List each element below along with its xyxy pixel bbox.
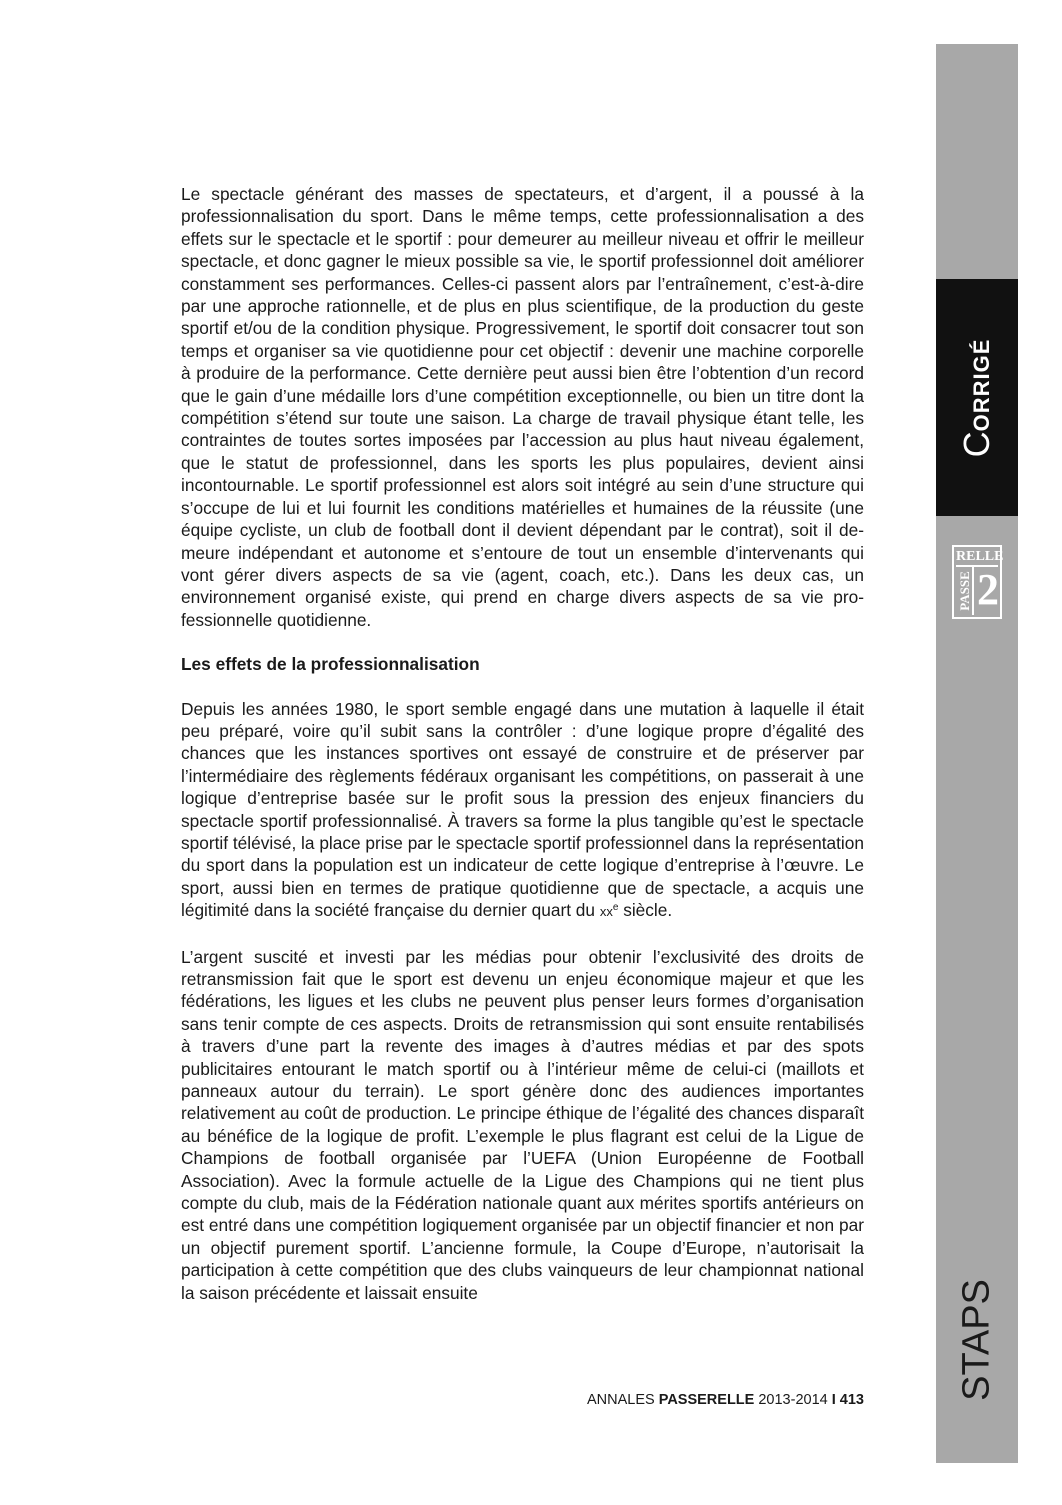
page-number: 413 [839,1392,864,1408]
footer-annales: ANNALES [586,1392,659,1408]
logo-number: 2 [972,565,1002,615]
paragraph-2 [181,698,864,924]
corrige-label [956,338,998,457]
paragraph-3: L’argent suscité et investi par les médias pour obtenir l’exclusivité des droits de retransmission fait que le sport est devenu un enjeu économique majeur et que les fédérations, les ligues et les clubs ne peuvent plus penser leurs formes d’organisation sans tenir compte de ces aspects. Droits de retransmission qui sont ensuite rentabilisés à travers d’une part la revente des images à d’autres médias et par des spots publicitaires entourant le match sportif ou à l’intérieur même de celui-ci (maillots et panneaux autour du terrain). Le sport génère donc des audiences importantes relativement au coût de production. Le principe éthique de l’égalité des chances disparaît au bénéfice de la logique de profit. L’exemple le plus flagrant est celui de la Ligue de Champions de football organisée par l’UEFA (Union Européenne de Football Association). Avec la formule actuelle de la Ligue des Champions qui ne tient plus compte du club, mais de la Fédération nationale quant aux mérites sportifs antérieurs on est entré dans une compétition logiquement organisée par un objectif financier et non par un objectif purement sportif. L’ancienne formule, la Coupe d’Europe, n’autorisait la participation à cette compétition que des clubs vainqueurs de leur championnat national la saison précédente et laissait ensuite [181,946,864,1303]
corrige-initial: C [956,430,997,457]
section-heading: Les effets de la professionnalisation [181,654,480,675]
side-tab [936,44,1018,1463]
century-superscript: e [612,902,619,914]
paragraph-1: Le spectacle générant des masses de spectateurs, et d’argent, il a poussé à la professionnalisation du sport. Dans le même temps, cette professionnalisation a des effets sur le spectacle et le sportif : pour demeurer au meilleur niveau et offrir le meilleur spectacle, et donc gagner le mieux possible sa vie, le sportif professionnel doit améliorer constamment ses performances. Celles-ci passent alors par l’entraînement, c’est-à-dire par une approche rationnelle, et de plus en plus scientifique, de la production du geste sportif et/ou de la condition physique. Progressivement, le sportif doit consacrer tout son temps et organiser sa vie quotidienne pour cet objectif : devenir une machine corporelle à produire de la performance. Cette dernière peut aussi bien être l’obtention d’un record que le gain d’une médaille lors d’une compétition exceptionnelle, ou bien un titre dont la compétition s’étend sur toute une saison. La charge de travail physique étant telle, les contraintes de toutes sortes imposées par l’accession au plus haut niveau également, que le statut de professionnel, dans les sports les plus populaires, devient ainsi incontournable. Le sportif professionnel est alors soit intégré au sein d’une structure qui s’occupe de lui et lui fournit les conditions matérielles et humaines de la réussite (une équipe cycliste, un club de football dont il devient dépendant par le contrat), soit il demeure indépendant et autonome et s’entoure de tout un ensemble d’intervenants qui vont gérer divers aspects de sa vie (agent, coach, etc.). Dans les deux cas, un environnement organisé existe, qui prend en charge divers aspects de sa vie professionnelle quotidienne. [181,184,864,630]
paragraph-2-text: Depuis les années 1980, le sport semble engagé dans une mutation à laquelle il était peu préparé, voire qu’il subit sans la contrôler : d’une logique propre d’égalité des chances que les instances sportives ont essayé de construire et de préserver par l’intermédiaire des règlements fédéraux organisant les compétitions, on passerait à une logique d’entreprise basée sur le profit sous la pression des enjeux financiers du spectacle sportif professionnalisé. À travers sa forme la plus tangible qu’est le spectacle sportif télévisé, la place prise par le spectacle sportif professionnel dans la représentation du sport dans la population est un indicateur de cette logique d’entreprise à l’œuvre. Le sport, aussi bien en termes de pratique quotidienne que de spectacle, a acquis une légitimité dans la société française du dernier quart du [181,698,864,921]
footer-passerelle: PASSERELLE [658,1392,755,1408]
footer-years: 2013-2014 [754,1392,832,1408]
passerelle-logo [952,545,1002,619]
footer-separator: I [831,1392,836,1408]
century-numeral: xx [599,904,613,920]
staps-label: STAPS [955,1279,998,1401]
corrige-rest: ORRIGÉ [969,338,994,431]
article-body [181,183,864,1304]
paragraph-2-end: siècle. [618,900,673,921]
page-footer [587,1391,864,1409]
corrige-block [936,279,1018,516]
logo-top-text: RELLE [956,548,998,567]
logo-side-text: PASSE [957,571,972,611]
